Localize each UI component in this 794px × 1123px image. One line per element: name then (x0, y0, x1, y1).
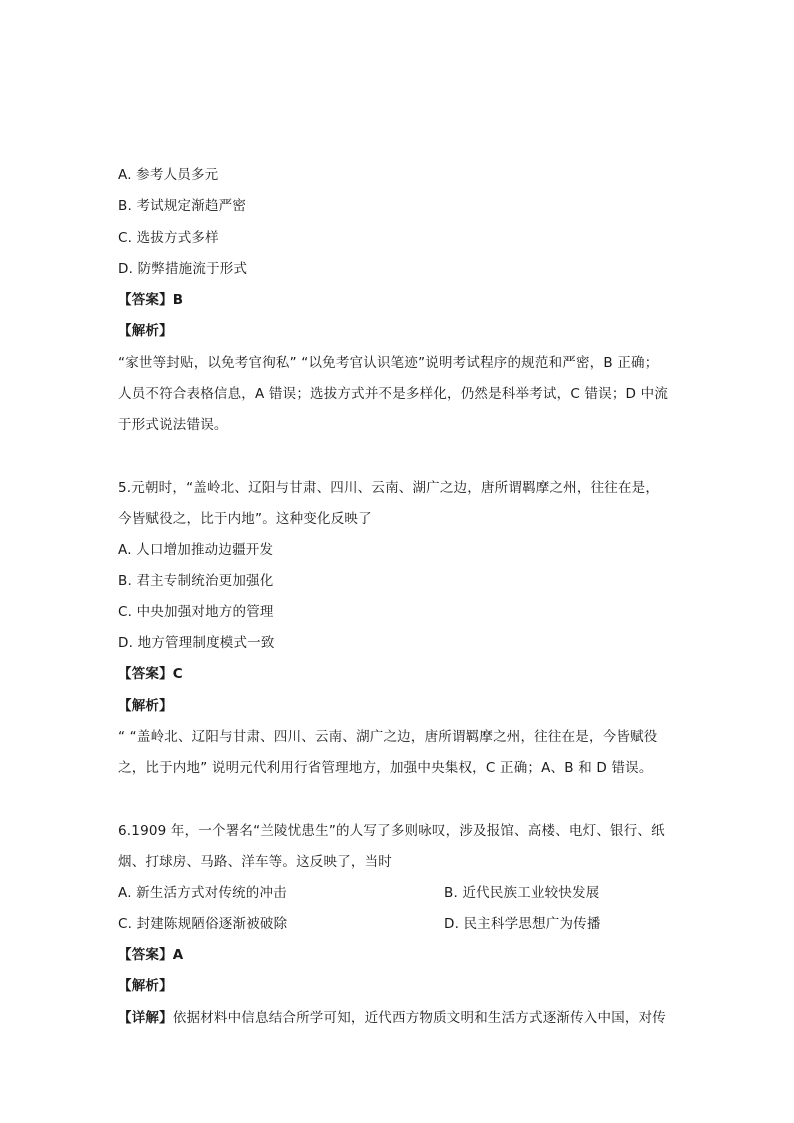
q4-analysis-line-1: “家世等封贴，以免考官徇私” “以免考官认识笔迹”说明考试程序的规范和严密，B 正确； (118, 355, 659, 371)
q5-analysis-line-2: 之，比于内地” 说明元代利用行省管理地方，加强中央集权，C 正确；A、B 和 D 错误。 (118, 760, 653, 776)
q6-stem-line-1: 6.1909 年，一个署名“兰陵忧患生”的人写了多则咏叹，涉及报馆、高楼、电灯、银行、纸 (118, 823, 665, 839)
q6-option-d: D. 民主科学思想广为传播 (444, 916, 601, 932)
q5-option-d: D. 地方管理制度模式一致 (118, 635, 275, 651)
q5-stem-line-2: 今皆赋役之，比于内地”。这种变化反映了 (118, 511, 372, 527)
q6-detail-label: 【详解】 (118, 1010, 173, 1026)
q6-option-b: B. 近代民族工业较快发展 (444, 885, 600, 901)
q4-option-a: A. 参考人员多元 (118, 167, 219, 183)
q5-option-c: C. 中央加强对地方的管理 (118, 604, 274, 620)
q4-option-d: D. 防弊措施流于形式 (118, 261, 248, 277)
q5-analysis-line-1: “ “盖岭北、辽阳与甘肃、四川、云南、湖广之边，唐所谓羁摩之州，往往在是，今皆赋役 (118, 729, 658, 745)
q6-option-a: A. 新生活方式对传统的冲击 (118, 885, 287, 901)
q6-detail-line (118, 1009, 666, 1027)
q5-option-a: A. 人口增加推动边疆开发 (118, 542, 274, 558)
q5-analysis-label: 【解析】 (118, 698, 173, 714)
q6-option-c: C. 封建陈规陋俗逐渐被破除 (118, 916, 288, 932)
q4-answer: 【答案】B (118, 292, 184, 308)
q5-answer: 【答案】C (118, 666, 183, 682)
q6-answer: 【答案】A (118, 947, 184, 963)
q4-analysis-line-3: 于形式说法错误。 (118, 417, 228, 433)
q6-detail-text: 依据材料中信息结合所学可知，近代西方物质文明和生活方式逐渐传入中国，对传 (172, 1010, 667, 1026)
q6-analysis-label: 【解析】 (118, 978, 173, 994)
q5-stem-line-1: 5.元朝时，“盖岭北、辽阳与甘肃、四川、云南、湖广之边，唐所谓羁摩之州，往往在是， (118, 480, 660, 496)
q4-option-c: C. 选拔方式多样 (118, 230, 219, 246)
q6-stem-line-2: 烟、打球房、马路、洋车等。这反映了，当时 (118, 854, 392, 870)
q4-analysis-label: 【解析】 (118, 323, 173, 339)
q5-option-b: B. 君主专制统治更加强化 (118, 573, 274, 589)
q4-analysis-line-2: 人员不符合表格信息，A 错误；选拔方式并不是多样化，仍然是科举考试，C 错误；D 中流 (118, 386, 669, 402)
q4-option-b: B. 考试规定渐趋严密 (118, 198, 247, 214)
